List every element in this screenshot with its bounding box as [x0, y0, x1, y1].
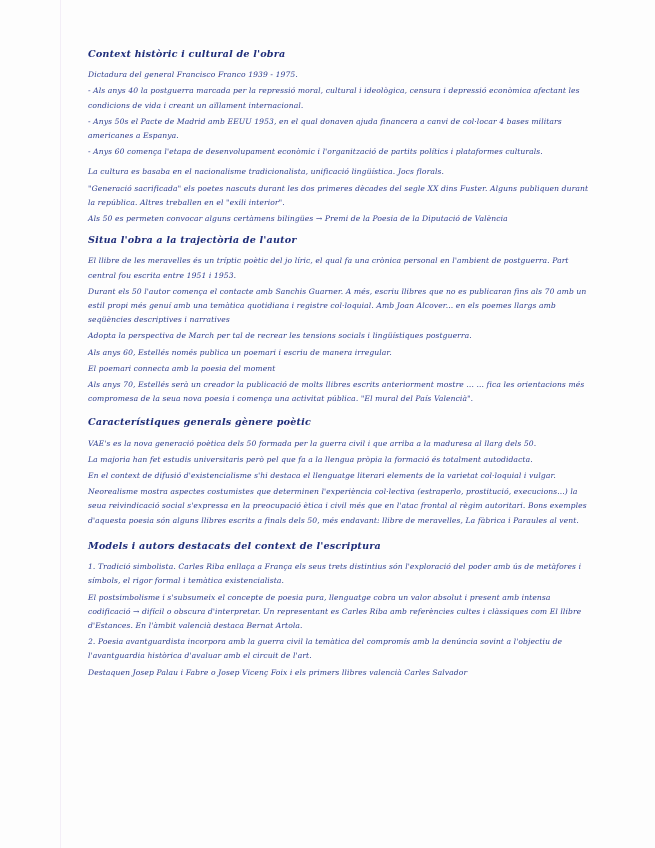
models-line: 2. Poesia avantguardista incorpora amb la guerra civil la temàtica del compromís amb la denúncia sovint a l'objectiu de l'avantguardia històrica d'avaluar amb el circuit de l'art. — [88, 637, 563, 661]
characteristics-line: Neorealisme mostra aspectes costumistes que determinen l'experiència col·lectiva (estraperlo, prostitució, execucions...) la seua reivindicació social s'expressa en la preocupació ètica i civil més que en l'atac frontal al règim autoritari. Bons exemples d'aquesta poesia són alguns llibres escrits a finals dels 50, més endavant: llibre de meravelles, La fàbrica i Paraules al vent. — [88, 487, 587, 525]
trajectory-line: Als anys 60, Estellés només publica un poemari i escriu de manera irregular. — [88, 347, 392, 357]
trajectory-line: El poemari connecta amb la poesia del moment — [88, 363, 276, 373]
models-line: 1. Tradició simbolista. Carles Riba enllaça a França els seus trets distintius són l'exploració del poder amb ús de metàfores i símbols, el rigor formal i temàtica existencialista. — [88, 562, 582, 586]
models-line: Destaquen Josep Palau i Fabre o Josep Vicenç Foix i els primers llibres valencià Carles Salvador — [88, 667, 468, 677]
section-heading-context: Context històric i cultural de l'obra — [88, 49, 286, 60]
context-line: Dictadura del general Francisco Franco 1939 - 1975. — [88, 70, 298, 80]
characteristics-line: En el context de difusió d'existencialisme s'hi destaca el llenguatge literari elements de la varietat col·loquial i vulgar. — [88, 471, 556, 481]
trajectory-line: Adopta la perspectiva de March per tal de recrear les tensions socials i lingüístiques postguerra. — [88, 331, 472, 341]
characteristics-line: La majoria han fet estudis universitaris però pel que fa a la llengua pròpia la formació és totalment autodidacta. — [88, 454, 533, 464]
context-line: Als 50 es permeten convocar alguns certàmens bilingües → Premi de la Poesia de la Diputació de València — [88, 214, 508, 224]
trajectory-line: Durant els 50 l'autor comença el contacte amb Sanchis Guarner. A més, escriu llibres que no es publicaran fins als 70 amb un estil propi més genuí amb una temàtica quotidiana i registre col·loquial. Amb Joan Alcover... en els poemes llargs amb seqüències descriptives i narratives — [88, 286, 587, 325]
handwritten-notes — [88, 48, 593, 680]
context-line: - Anys 50s el Pacte de Madrid amb EEUU 1953, en el qual donaven ajuda financera a canvi de col·locar 4 bases militars americanes a Espanya. — [88, 116, 562, 141]
trajectory-line: Als anys 70, Estellés serà un creador la publicació de molts llibres escrits anteriorment mostre ... ... fica les orientacions més compromesa de la seua nova poesia i comença una activitat pública. "El mural del País Valencià". — [88, 380, 585, 404]
context-line: La cultura es basaba en el nacionalisme tradicionalista, unificació lingüística. Jocs florals. — [88, 167, 445, 177]
section-heading-characteristics: Característiques generals gènere poètic — [88, 417, 312, 429]
characteristics-line: VAE's es la nova generació poètica dels 50 formada per la guerra civil i que arriba a la maduresa al llarg dels 50. — [88, 438, 537, 448]
margin-line — [60, 0, 61, 848]
models-line: El postsimbolisme i s'subsumeix el concepte de poesia pura, llenguatge cobra un valor absolut i present amb intensa codificació → difícil o obscura d'interpretar. Un representant es Carles Riba amb referències cultes i clàssiques com El llibre d'Estances. En l'àmbit valencià destaca Bernat Artola. — [88, 592, 582, 630]
trajectory-line: El llibre de les meravelles és un tríptic poètic del jo líric, el qual fa una crònica personal en l'ambient de postguerra. Part central fou escrita entre 1951 i 1953. — [88, 256, 569, 280]
context-line: - Als anys 40 la postguerra marcada per la repressió moral, cultural i ideològica, censura i depressió econòmica afectant les condicions de vida i creant un aïllament internacional. — [88, 86, 580, 110]
section-heading-models: Models i autors destacats del context de l'escriptura — [88, 540, 381, 552]
context-line: - Anys 60 comença l'etapa de desenvolupament econòmic i l'organització de partits polítics i plataformes culturals. — [88, 147, 543, 157]
section-heading-trajectory: Situa l'obra a la trajectòria de l'autor — [88, 235, 297, 247]
context-line: "Generació sacrificada" els poetes nascuts durant les dos primeres dècades del segle XX dins Fuster. Alguns publiquen durant la república. Altres treballen en el "exili interior". — [88, 183, 589, 207]
